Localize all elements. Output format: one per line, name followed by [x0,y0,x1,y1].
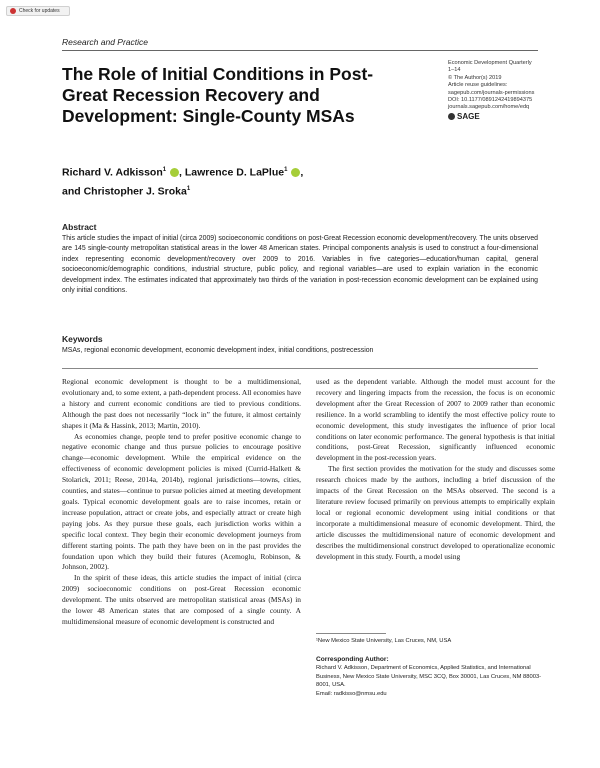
body-column-right [316,377,555,562]
body-paragraph: In the spirit of these ideas, this article studies the impact of initial (circa 2009) socioeconomic conditions on post-Great Recession economic development. The units observed are metropolitan statistical areas (MSAs) in the lower 48 American states that are composed of a single county. A multidimensional measure of economic development is constructed and [62,573,301,626]
body-paragraph: As economies change, people tend to prefer positive economic change to negative economic change and thus pursue policies to encourage positive change—economic development. While the empirical evidence on the effectiveness of economic development policies is mixed (Currid-Halkett & Stolarick, 2011; Reese, 2014a, 2014b), regional jurisdictions—towns, cities, counties, and states—continue to pursue policies aimed at meeting development goals. Typical economic development goals are to raise incomes, retain or increase population, attract or create jobs, and especially attract or create high paying jobs. As they pursue these goals, each jurisdiction works within a specific local context. They begin their economic development journeys from different starting points. The path they have been on in the past provides the foundation upon which they build their futures (Acemoglu, Robinson, & Johnson, 2002). [62,431,301,572]
affiliation-marker: 1 [284,167,288,173]
journal-name: Economic Development Quarterly [448,60,532,66]
keywords-heading: Keywords [62,334,103,344]
section-label: Research and Practice [62,37,148,47]
check-for-updates-badge[interactable] [6,6,70,16]
affiliation-footnote: ¹New Mexico State University, Las Cruces, NM, USA [316,638,452,644]
publisher-logo [448,113,588,120]
affiliation-marker: 1 [162,167,167,173]
journal-info [448,60,588,120]
corresponding-email[interactable]: Email: radkisso@nmsu.edu [316,690,387,697]
body-paragraph: The first section provides the motivation for the study and discusses some research choices made by the authors, including a brief discussion of the impacts of the Great Recession on the MSAs observed. The second is a literature review focused primarily on previous attempts to empirically explain local or regional economic development using initial conditions or that incorporate a multidimensional measure of economic development. Third, the article discusses the multidimensional nature of economic development and describes the multidimensional construct developed to operationalize economic development in this study. Fourth, a model using [316,464,555,561]
abstract-heading: Abstract [62,222,97,232]
body-paragraph: Regional economic development is thought to be a multidimensional, evolutionary and, to some extent, a path-dependent process. All economies have a history and current economic conditions are tied to previous conditions. Although the past does not necessarily “lock in” the future, it almost certainly shapes it (Ma & Hassink, 2013; Martin, 2010). [62,377,301,430]
journal-permissions-link[interactable]: sagepub.com/journals-permissions [448,89,535,96]
journal-doi[interactable]: DOI: 10.1177/0891242419894375 [448,97,533,104]
keywords-text: MSAs, regional economic development, economic development index, initial conditions, postrecession [62,347,374,354]
corresponding-address: Richard V. Adkisson, Department of Economics, Applied Statistics, and International Business, New Mexico State University, MSC 3CQ, Box 30001, Las Cruces, NM 88003-8001, USA. [316,665,542,689]
affiliation-marker: 1 [186,185,191,192]
update-icon [10,8,16,14]
corresponding-author [316,656,546,698]
abstract-section [62,222,538,296]
author-list: Richard V. Adkisson$^1$ , Lawrence D. LaPlue$^1$ , and Christopher J. Sroka$^1$ [62,166,304,197]
sage-logo-icon [448,113,455,120]
badge-label: Check for updates [19,8,60,14]
publisher-name: SAGE [457,111,480,121]
journal-copyright: © The Author(s) 2019 [448,74,502,81]
author-name: Lawrence D. LaPlue [184,166,285,179]
author-name: Richard V. Adkisson [62,166,163,179]
body-paragraph: used as the dependent variable. Although the model must account for the recovery and lingering impacts from the recession, the focus is on economic development after the Great Recession of 2007 to 2009 rather than economic resilience. In a world scrambling to identify the most effective policy route to economic development, this study investigates the influence of prior local conditions on later economic performance. The general hypothesis is that initial conditions, post-Great Recession, significantly influenced economic development in the post-recession years. [316,377,555,463]
corresponding-heading: Corresponding Author: [316,656,389,663]
body-column-left [62,377,301,628]
header-divider [62,50,538,51]
author-name: and Christopher J. Sroka [62,185,187,197]
journal-home-link[interactable]: journals.sagepub.com/home/edq [448,104,530,111]
abstract-text: This article studies the impact of initial (circa 2009) socioeconomic conditions on post-Great Recession economic development/recovery. The units observed are 145 single-county metropolitan statistical areas in the lower 48 American states. Principal components analysis is used to construct a four-dimensional index representing economic development/recovery over 2009 to 2016. Variables in five categories—education/human capital, general socioeconomic/demographic conditions, industrial structure, public policy, and regional variables—are used to explain variation in the economic development index. The estimates indicated that approximately two thirds of the variation in post-recession economic development can be explained using only initial conditions. [62,235,538,295]
orcid-icon[interactable] [291,168,300,177]
orcid-icon[interactable] [170,168,179,177]
footnote-divider [316,633,386,634]
keywords-section [62,334,538,356]
journal-reuse-label: Article reuse guidelines: [448,82,508,89]
journal-pages: 1–14 [448,67,461,74]
article-title: The Role of Initial Conditions in Post-Great Recession Recovery and Development: Single-County MSAs [62,64,374,126]
keywords-divider [62,368,538,369]
